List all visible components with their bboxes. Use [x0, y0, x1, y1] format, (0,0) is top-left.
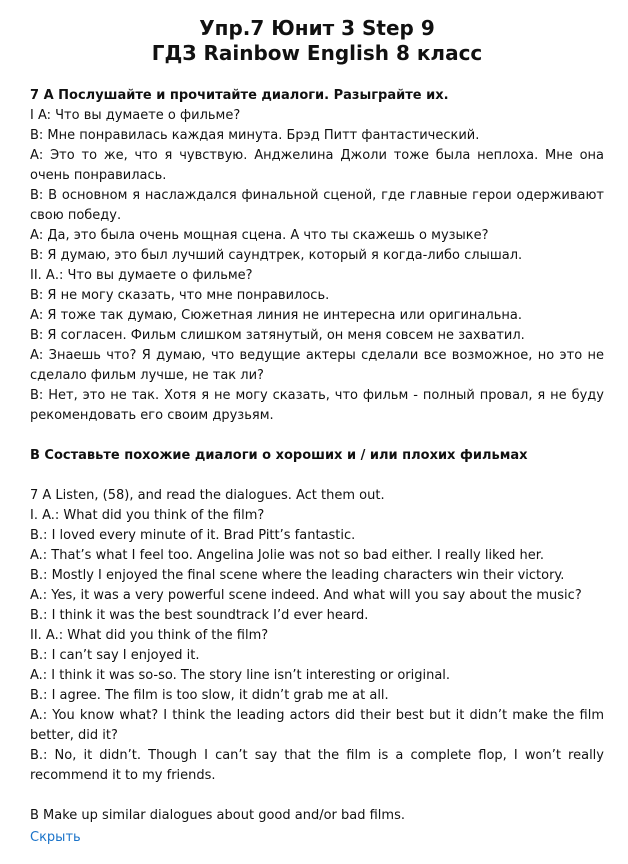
- english-task-b-heading: B Make up similar dialogues about good and/or bad films.: [30, 808, 405, 823]
- english-dialogue-line: A.: I think it was so-so. The story line isn’t interesting or original.: [30, 668, 451, 683]
- russian-task-b-heading: В Составьте похожие диалоги о хороших и / или плохих фильмах: [30, 448, 528, 463]
- english-dialogue-line: II. A.: What did you think of the film?: [30, 628, 269, 643]
- english-dialogue-line: B.: Mostly I enjoyed the final scene where the leading characters win their victory.: [30, 568, 565, 583]
- russian-dialogue-line: В: Нет, это не так. Хотя я не могу сказать, что фильм - полный провал, я не буду рекомендовать его своим друзьям.: [30, 388, 604, 423]
- russian-dialogue-line: В: Мне понравилась каждая минута. Брэд Питт фантастический.: [30, 128, 480, 143]
- page-title-line-1: Упр.7 Юнит 3 Step 9: [199, 16, 435, 40]
- russian-dialogue-line: В: В основном я наслаждался финальной сценой, где главные герои одерживают свою победу.: [30, 188, 604, 223]
- english-dialogue-line: B.: I can’t say I enjoyed it.: [30, 648, 200, 663]
- russian-task-a-heading: 7 А Послушайте и прочитайте диалоги. Разыграйте их.: [30, 88, 449, 103]
- english-task-a-heading: 7 A Listen, (58), and read the dialogues. Act them out.: [30, 488, 385, 503]
- english-dialogue-line: A.: That’s what I feel too. Angelina Jolie was not so bad either. I really liked her.: [30, 548, 545, 563]
- english-section: [30, 486, 604, 826]
- english-dialogue-line: B.: I agree. The film is too slow, it didn’t grab me at all.: [30, 688, 389, 703]
- russian-dialogue-line: В: Я думаю, это был лучший саундтрек, который я когда-либо слышал.: [30, 248, 523, 263]
- page-title-line-2: ГДЗ Rainbow English 8 класс: [151, 41, 483, 65]
- russian-dialogue-line: А: Да, это была очень мощная сцена. А что ты скажешь о музыке?: [30, 228, 489, 243]
- hide-link[interactable]: Скрыть: [30, 830, 81, 845]
- english-dialogue-line: B.: No, it didn’t. Though I can’t say that the film is a complete flop, I won’t really recommend it to my friends.: [30, 748, 604, 783]
- russian-section: [30, 86, 604, 466]
- english-dialogue-line: I. A.: What did you think of the film?: [30, 508, 265, 523]
- english-dialogue-line: B.: I think it was the best soundtrack I’d ever heard.: [30, 608, 369, 623]
- english-dialogue-line: A.: Yes, it was a very powerful scene indeed. And what will you say about the music?: [30, 588, 582, 603]
- russian-dialogue-line: В: Я согласен. Фильм слишком затянутый, он меня совсем не захватил.: [30, 328, 525, 343]
- russian-dialogue-line: I A: Что вы думаете о фильме?: [30, 108, 241, 123]
- russian-dialogue-line: А: Это то же, что я чувствую. Анджелина Джоли тоже была неплоха. Мне она очень понравилась.: [30, 148, 604, 183]
- page-title: [30, 16, 604, 66]
- russian-dialogue-line: В: Я не могу сказать, что мне понравилось.: [30, 288, 330, 303]
- english-dialogue-line: A.: You know what? I think the leading actors did their best but it didn’t make the film better, did it?: [30, 708, 604, 743]
- russian-dialogue-line: А: Знаешь что? Я думаю, что ведущие актеры сделали все возможное, но это не сделало фильм лучше, не так ли?: [30, 348, 604, 383]
- russian-dialogue-line: II. А.: Что вы думаете о фильме?: [30, 268, 253, 283]
- russian-dialogue-line: А: Я тоже так думаю, Сюжетная линия не интересна или оригинальна.: [30, 308, 522, 323]
- english-dialogue-line: B.: I loved every minute of it. Brad Pitt’s fantastic.: [30, 528, 356, 543]
